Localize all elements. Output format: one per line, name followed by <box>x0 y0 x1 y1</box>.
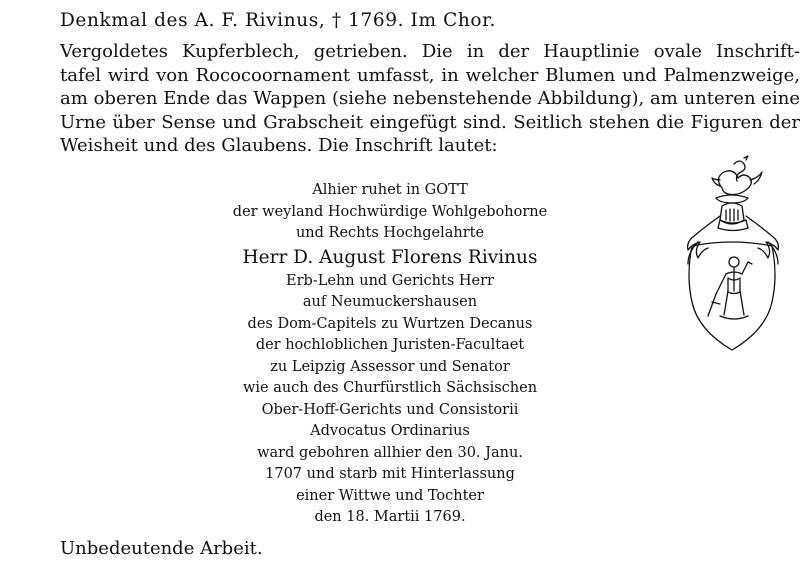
paragraph-line: tafel wird von Rococoornament umfasst, in welcher Blumen und Palmenzweige, <box>60 64 800 86</box>
paragraph-line: Urne über Sense und Grabscheit eingefügt sind. Seitlich stehen die Figuren der <box>60 111 800 133</box>
paragraph-line: Vergoldetes Kupferblech, getrieben. Die in der Hauptlinie ovale Inschrift- <box>60 41 800 62</box>
inscription-line: wie auch des Churfürstlich Sächsischen <box>242 380 538 396</box>
inscription-line: 1707 und starb mit Hinterlassung <box>265 466 515 482</box>
inscription-line: der weyland Hochwürdige Wohlgebohorne <box>232 203 548 220</box>
document-heading: Denkmal des A. F. Rivinus, † 1769. Im Chor. <box>60 10 496 31</box>
inscription-block <box>210 180 570 529</box>
coat-of-arms-icon <box>676 150 786 360</box>
inscription-line: auf Neumuckershausen <box>302 294 478 310</box>
inscription-line: einer Wittwe und Tochter <box>296 487 484 504</box>
inscription-line: des Dom-Capitels zu Wurtzen Decanus <box>247 315 533 332</box>
inscription-line: Alhier ruhet in GOTT <box>312 182 468 198</box>
closing-remark: Unbedeutende Arbeit. <box>60 538 263 559</box>
inscription-line: den 18. Martii 1769. <box>314 509 466 525</box>
paragraph-line: Weisheit und des Glaubens. Die Inschrift lautet: <box>60 135 498 156</box>
inscription-line: ward gebohren allhier den 30. Janu. <box>257 444 523 461</box>
inscription-name-line: Herr D. August Florens Rivinus <box>242 246 538 268</box>
paragraph-line: am oberen Ende das Wappen (siehe nebenstehende Abbildung), am unteren eine <box>60 88 800 109</box>
inscription-line: Ober-Hoff-Gerichts und Consistorii <box>261 401 519 418</box>
inscription-line: Advocatus Ordinarius <box>310 423 470 439</box>
inscription-line: zu Leipzig Assessor und Senator <box>270 358 510 375</box>
inscription-line: der hochloblichen Juristen-Facultaet <box>255 337 525 353</box>
description-paragraph <box>60 40 800 158</box>
inscription-line: und Rechts Hochgelahrte <box>295 225 485 241</box>
inscription-line: Erb-Lehn und Gerichts Herr <box>286 272 494 289</box>
